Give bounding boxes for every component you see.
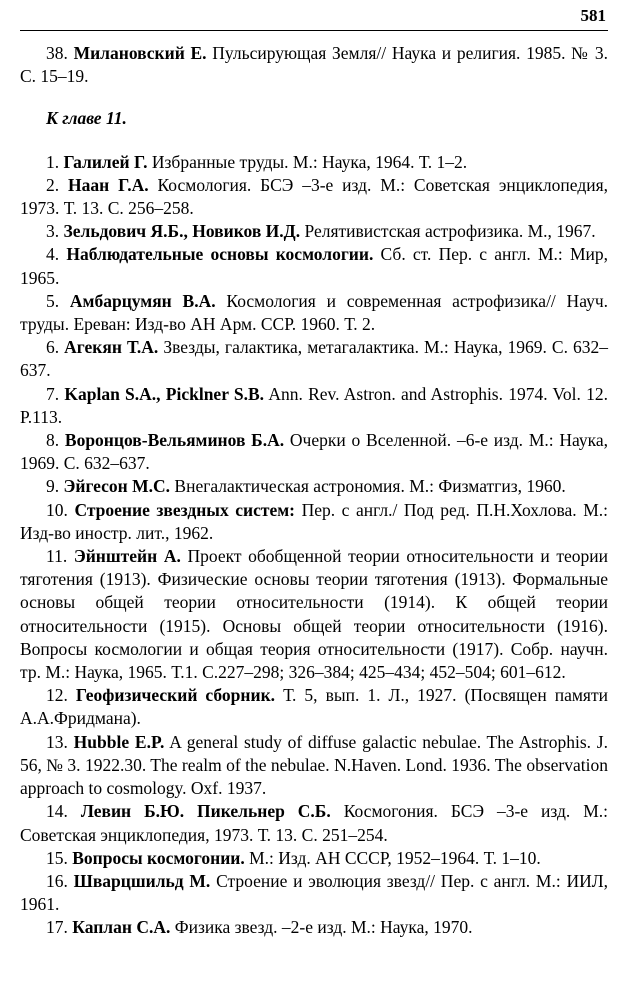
reference-text: Пер. с англ./ Под ред. П.Н.Хохлова. М.: Изд-во иностр. лит., 1962.: [20, 499, 609, 543]
reference-number: 6.: [46, 337, 60, 358]
reference-author: Геофизический сборник.: [75, 685, 276, 706]
reference-author: Hubble E.P.: [73, 731, 165, 752]
reference-number: 13.: [46, 731, 68, 752]
reference-number: 3.: [46, 221, 60, 242]
reference-entry: [20, 870, 608, 916]
reference-entry: [20, 429, 608, 475]
reference-author: Вопросы космогонии.: [72, 847, 245, 868]
reference-text: Космогония. БСЭ –3-е изд. М.: Советская энциклопедия, 1973. Т. 13. С. 251–254.: [20, 801, 608, 845]
reference-number: 1.: [46, 151, 60, 172]
reference-author: Каплан С.А.: [72, 917, 171, 938]
reference-entry: [20, 800, 608, 846]
reference-text: A general study of diffuse galactic nebulae. The Astrophis. J. 56, № 3. 1922.30. The realm of the nebulae. N.Haven. Lond. 1936. The observation approach to cosmology. Oxf. 1937.: [20, 731, 608, 799]
reference-text: Сб. ст. Пер. с англ. М.: Мир, 1965.: [20, 244, 609, 288]
reference-author: Воронцов-Вельяминов Б.А.: [64, 430, 285, 451]
reference-author: Наан Г.А.: [68, 174, 149, 195]
reference-author: Милановский Е.: [73, 43, 207, 63]
reference-author: Галилей Г.: [63, 151, 148, 172]
reference-text: Ann. Rev. Astron. and Astrophis. 1974. Vol. 12. P.113.: [20, 383, 609, 427]
reference-author: Наблюдательные основы космологии.: [66, 244, 374, 265]
reference-entry: [20, 545, 608, 684]
reference-number: 17.: [46, 917, 68, 938]
reference-entry: [20, 243, 608, 289]
reference-entry: [20, 220, 608, 243]
reference-text: Космология и современная астрофизика// Науч. труды. Ереван: Изд-во АН Арм. ССР. 1960. Т. 2.: [20, 290, 609, 335]
reference-author: Левин Б.Ю. Пикельнер С.Б.: [80, 801, 331, 822]
reference-entry: [20, 174, 608, 220]
reference-number: 14.: [46, 801, 68, 822]
bibliography: [20, 42, 608, 940]
reference-number: 11.: [46, 546, 68, 567]
reference-text: Космология. БСЭ –3-е изд. М.: Советская энциклопедия, 1973. Т. 13. С. 256–258.: [20, 174, 609, 219]
reference-text: М.: Изд. АН СССР, 1952–1964. Т. 1–10.: [249, 847, 541, 868]
reference-entry: [20, 336, 608, 382]
reference-entry: [20, 847, 608, 870]
reference-number: 4.: [46, 244, 60, 265]
reference-number: 38.: [46, 43, 68, 63]
reference-author: Амбарцумян В.А.: [69, 290, 216, 311]
reference-text: Пульсирующая Земля// Наука и религия. 1985. № 3. С. 15–19.: [20, 43, 608, 87]
reference-entry: [20, 499, 608, 545]
reference-author: Зельдович Я.Б., Новиков И.Д.: [63, 221, 301, 242]
reference-text: Релятивистская астрофизика. М., 1967.: [304, 221, 596, 242]
reference-author: Строение звездных систем:: [74, 499, 295, 520]
reference-entry: [20, 151, 608, 174]
reference-text: Проект обобщенной теории относительности и теории тяготения (1913). Физические основы теории тяготения (1913). Формальные основы общей теории относительности (1914). К общей теории относительности (1915). Основы общей теории относительности (1916). Вопросы космологии и общая теория относительности (1917). Собр. научн. тр. М.: Наука, 1965. Т.1. С.227–298; 326–384; 425–434; 452–504; 601–612.: [20, 546, 608, 683]
reference-number: 5.: [46, 290, 60, 311]
reference-entry: [20, 916, 608, 939]
reference-author: Эйгесон М.С.: [63, 476, 171, 497]
header-rule: [20, 30, 608, 31]
page-number: 581: [580, 6, 606, 25]
reference-text: Избранные труды. М.: Наука, 1964. Т. 1–2.: [151, 151, 468, 172]
reference-text: Звезды, галактика, метагалактика. М.: Наука, 1969. С. 632–637.: [20, 337, 609, 381]
reference-entry: [20, 42, 608, 88]
reference-entry: [20, 475, 608, 498]
reference-number: 2.: [46, 174, 60, 195]
reference-entry: [20, 290, 608, 336]
chapter-heading: К главе 11.: [46, 108, 127, 129]
reference-author: Агекян Т.А.: [64, 337, 159, 358]
reference-entry: [20, 383, 608, 429]
reference-list: [20, 151, 608, 940]
reference-number: 12.: [46, 685, 68, 706]
reference-number: 9.: [46, 476, 60, 497]
reference-number: 15.: [46, 847, 68, 868]
reference-text: Т. 5, вып. 1. Л., 1927. (Посвящен памяти А.А.Фридмана).: [20, 685, 608, 729]
reference-text: Очерки о Вселенной. –6-е изд. М.: Наука, 1969. С. 632–637.: [20, 430, 609, 474]
reference-number: 10.: [46, 499, 68, 520]
reference-text: Строение и эволюция звезд// Пер. с англ. М.: ИИЛ, 1961.: [20, 870, 608, 915]
reference-number: 7.: [46, 383, 60, 404]
reference-entry: [20, 731, 608, 801]
reference-number: 8.: [46, 430, 60, 451]
reference-text: Внегалактическая астрономия. М.: Физматгиз, 1960.: [174, 476, 566, 497]
reference-number: 16.: [46, 870, 68, 891]
reference-entry: [20, 684, 608, 730]
reference-author: Kaplan S.A., Picklner S.B.: [64, 383, 265, 404]
reference-text: Физика звезд. –2-е изд. М.: Наука, 1970.: [174, 917, 473, 938]
reference-author: Шварцшильд М.: [73, 870, 211, 891]
reference-author: Эйнштейн А.: [73, 546, 181, 567]
